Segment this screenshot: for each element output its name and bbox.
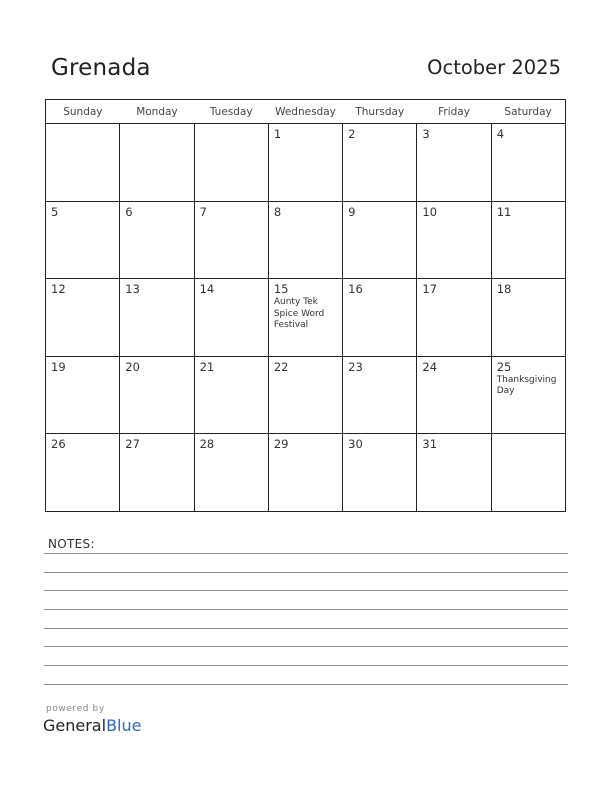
day-number: 1 bbox=[273, 127, 282, 141]
logo-general: General bbox=[43, 716, 107, 735]
day-cell bbox=[268, 124, 342, 202]
day-number: 22 bbox=[273, 359, 289, 374]
day-number: 27 bbox=[125, 437, 140, 452]
weekday-friday: Friday bbox=[417, 100, 491, 124]
weekday-monday: Monday bbox=[120, 100, 194, 124]
day-number: 7 bbox=[199, 204, 207, 219]
notes-line bbox=[44, 684, 568, 685]
day-number: 12 bbox=[51, 282, 66, 297]
day-cell bbox=[268, 279, 342, 357]
weekday-thursday: Thursday bbox=[343, 100, 417, 124]
day-number: 19 bbox=[51, 359, 66, 374]
day-number: 24 bbox=[422, 359, 438, 374]
weekday-wednesday: Wednesday bbox=[268, 100, 342, 124]
day-cell bbox=[194, 124, 268, 202]
weekday-saturday: Saturday bbox=[491, 100, 565, 124]
day-cell bbox=[46, 356, 120, 434]
weekday-tuesday: Tuesday bbox=[194, 100, 268, 124]
day-number: 20 bbox=[125, 359, 140, 374]
holiday-label: Thanksgiving Day bbox=[496, 374, 557, 397]
generalblue-logo[interactable] bbox=[43, 716, 141, 735]
week-row bbox=[46, 124, 566, 202]
day-cell bbox=[491, 124, 565, 202]
day-cell bbox=[120, 356, 194, 434]
day-number: 6 bbox=[125, 204, 133, 219]
day-cell bbox=[46, 434, 120, 512]
day-cell bbox=[194, 434, 268, 512]
day-cell bbox=[343, 201, 417, 279]
day-number: 18 bbox=[496, 282, 512, 297]
day-cell bbox=[343, 124, 417, 202]
day-number: 14 bbox=[199, 282, 215, 297]
day-number: 25 bbox=[496, 359, 512, 374]
week-row bbox=[46, 201, 566, 279]
day-number: 4 bbox=[496, 127, 505, 141]
holiday-label: Aunty Tek Spice Word Festival bbox=[273, 297, 325, 331]
day-number: 30 bbox=[348, 437, 363, 452]
day-cell bbox=[417, 434, 491, 512]
day-number: 9 bbox=[348, 204, 356, 219]
notes-line bbox=[44, 665, 568, 666]
powered-by-text: powered by bbox=[46, 704, 105, 714]
day-cell bbox=[417, 279, 491, 357]
day-cell bbox=[46, 124, 120, 202]
day-cell bbox=[268, 434, 342, 512]
day-cell bbox=[120, 434, 194, 512]
day-cell bbox=[194, 201, 268, 279]
day-number: 8 bbox=[273, 204, 282, 219]
day-cell bbox=[120, 124, 194, 202]
day-cell bbox=[491, 279, 565, 357]
notes-line bbox=[44, 609, 568, 610]
day-number: 28 bbox=[199, 437, 215, 452]
week-row bbox=[46, 279, 566, 357]
weekday-header-row bbox=[46, 100, 566, 124]
day-cell bbox=[417, 356, 491, 434]
day-cell bbox=[491, 356, 565, 434]
notes-label: NOTES: bbox=[48, 537, 95, 551]
calendar-grid bbox=[45, 99, 566, 512]
notes-line bbox=[44, 628, 568, 629]
logo-blue: Blue bbox=[106, 716, 142, 735]
day-cell bbox=[491, 434, 565, 512]
day-number: 11 bbox=[496, 204, 512, 219]
day-cell bbox=[417, 124, 491, 202]
week-row bbox=[46, 356, 566, 434]
day-cell bbox=[343, 356, 417, 434]
notes-line bbox=[44, 646, 568, 647]
day-number: 3 bbox=[422, 127, 430, 141]
day-number: 16 bbox=[348, 282, 363, 297]
weekday-sunday: Sunday bbox=[46, 100, 120, 124]
week-row bbox=[46, 434, 566, 512]
day-number: 17 bbox=[422, 282, 438, 297]
day-cell bbox=[46, 201, 120, 279]
day-cell bbox=[120, 201, 194, 279]
day-cell bbox=[194, 356, 268, 434]
day-cell bbox=[417, 201, 491, 279]
day-number: 23 bbox=[348, 359, 363, 374]
notes-line bbox=[44, 590, 568, 591]
day-number: 13 bbox=[125, 282, 140, 297]
day-number: 10 bbox=[422, 204, 438, 219]
month-year-title: October 2025 bbox=[427, 56, 561, 79]
day-cell bbox=[268, 201, 342, 279]
day-number: 2 bbox=[348, 127, 356, 141]
day-number: 31 bbox=[422, 437, 438, 452]
country-title: Grenada bbox=[51, 55, 151, 81]
day-cell bbox=[120, 279, 194, 357]
day-number: 21 bbox=[199, 359, 215, 374]
day-cell bbox=[194, 279, 268, 357]
day-cell bbox=[491, 201, 565, 279]
day-number: 29 bbox=[273, 437, 289, 452]
day-cell bbox=[46, 279, 120, 357]
day-cell bbox=[343, 434, 417, 512]
day-number: 15 bbox=[273, 282, 289, 297]
day-cell bbox=[268, 356, 342, 434]
notes-line bbox=[44, 553, 568, 554]
day-cell bbox=[343, 279, 417, 357]
day-number: 5 bbox=[51, 204, 59, 219]
notes-line bbox=[44, 572, 568, 573]
day-number: 26 bbox=[51, 437, 66, 452]
